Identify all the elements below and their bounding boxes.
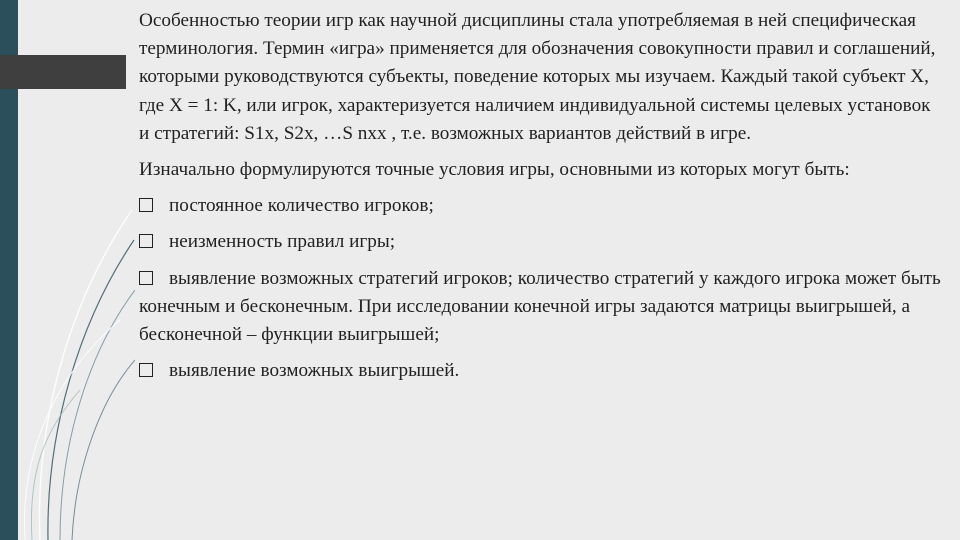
- bullet-text: выявление возможных выигрышей.: [169, 360, 460, 382]
- checkbox-bullet-icon: [139, 363, 153, 377]
- conditions-intro-paragraph: Изначально формулируются точные условия игры, основными из которых могут быть:: [139, 159, 850, 181]
- checkbox-bullet-icon: [139, 234, 153, 248]
- checkbox-bullet-icon: [139, 198, 153, 212]
- intro-paragraph: Особенностью теории игр как научной дисциплины стала употребляемая в ней специфическая терминология. Термин «игра» применяется для обозначения совокупности правил и соглашений, которыми руководствуются субъекты, поведение которых мы изучаем. Каждый такой субъект X, где X = 1: K, или игрок, характеризуется наличием индивидуальной системы целевых установок и стратегий: S1x, S2x, …S nxx , т.е. возможных вариантов действий в игре.: [139, 10, 936, 144]
- bullet-text: выявление возможных стратегий игроков; количество стратегий у каждого игрока может быть конечным и бесконечным. При исследовании конечной игры задаются матрицы выигрышей, а бесконечной – функции выигрышей;: [139, 267, 941, 346]
- bullet-item: [139, 192, 945, 220]
- slide-content: [139, 7, 945, 393]
- bullet-text: постоянное количество игроков;: [169, 195, 434, 217]
- bullet-item: [139, 265, 945, 350]
- checkbox-bullet-icon: [139, 271, 153, 285]
- decorative-curves: [0, 0, 135, 540]
- bullet-item: [139, 357, 945, 385]
- bullet-text: неизменность правил игры;: [169, 231, 396, 253]
- bullet-item: [139, 228, 945, 256]
